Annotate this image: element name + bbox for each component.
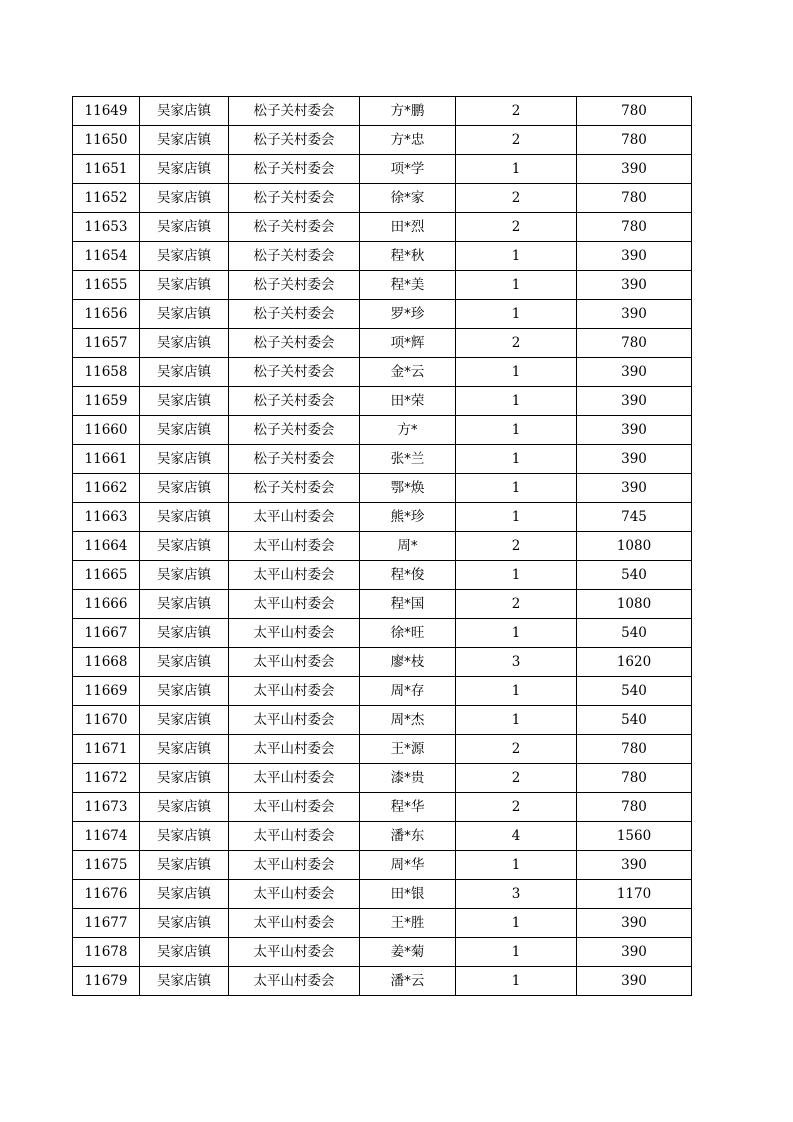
table-row — [73, 822, 692, 851]
amount-cell: 540 — [577, 619, 692, 648]
amount-cell: 780 — [577, 184, 692, 213]
table-row — [73, 764, 692, 793]
person-name-cell: 程*国 — [360, 590, 456, 619]
record-id-cell: 11653 — [73, 213, 140, 242]
person-name-cell: 王*源 — [360, 735, 456, 764]
household-count-cell: 1 — [456, 242, 577, 271]
table-row — [73, 938, 692, 967]
record-id-cell: 11667 — [73, 619, 140, 648]
household-count-cell: 1 — [456, 938, 577, 967]
town-cell: 吴家店镇 — [140, 735, 229, 764]
table-row — [73, 242, 692, 271]
village-committee-cell: 松子关村委会 — [229, 271, 360, 300]
amount-cell: 780 — [577, 213, 692, 242]
village-committee-cell: 松子关村委会 — [229, 242, 360, 271]
table-row — [73, 735, 692, 764]
table-row — [73, 155, 692, 184]
table-row — [73, 300, 692, 329]
household-count-cell: 1 — [456, 387, 577, 416]
household-count-cell: 1 — [456, 416, 577, 445]
record-id-cell: 11673 — [73, 793, 140, 822]
village-committee-cell: 太平山村委会 — [229, 822, 360, 851]
town-cell: 吴家店镇 — [140, 184, 229, 213]
table-row — [73, 126, 692, 155]
record-id-cell: 11657 — [73, 329, 140, 358]
town-cell: 吴家店镇 — [140, 938, 229, 967]
record-id-cell: 11665 — [73, 561, 140, 590]
household-count-cell: 2 — [456, 793, 577, 822]
town-cell: 吴家店镇 — [140, 909, 229, 938]
household-count-cell: 1 — [456, 503, 577, 532]
village-committee-cell: 太平山村委会 — [229, 880, 360, 909]
amount-cell: 390 — [577, 358, 692, 387]
person-name-cell: 田*烈 — [360, 213, 456, 242]
table-row — [73, 358, 692, 387]
record-id-cell: 11678 — [73, 938, 140, 967]
village-committee-cell: 太平山村委会 — [229, 938, 360, 967]
amount-cell: 1620 — [577, 648, 692, 677]
record-id-cell: 11679 — [73, 967, 140, 996]
amount-cell: 390 — [577, 300, 692, 329]
table-row — [73, 213, 692, 242]
person-name-cell: 方*忠 — [360, 126, 456, 155]
village-committee-cell: 太平山村委会 — [229, 677, 360, 706]
village-committee-cell: 松子关村委会 — [229, 474, 360, 503]
table-row — [73, 503, 692, 532]
town-cell: 吴家店镇 — [140, 851, 229, 880]
town-cell: 吴家店镇 — [140, 503, 229, 532]
household-count-cell: 2 — [456, 184, 577, 213]
person-name-cell: 程*俊 — [360, 561, 456, 590]
table-row — [73, 416, 692, 445]
town-cell: 吴家店镇 — [140, 706, 229, 735]
person-name-cell: 熊*珍 — [360, 503, 456, 532]
table-row — [73, 706, 692, 735]
household-count-cell: 1 — [456, 706, 577, 735]
village-committee-cell: 太平山村委会 — [229, 590, 360, 619]
village-committee-cell: 松子关村委会 — [229, 358, 360, 387]
amount-cell: 540 — [577, 706, 692, 735]
town-cell: 吴家店镇 — [140, 271, 229, 300]
table-row — [73, 184, 692, 213]
record-id-cell: 11660 — [73, 416, 140, 445]
amount-cell: 780 — [577, 735, 692, 764]
village-committee-cell: 太平山村委会 — [229, 735, 360, 764]
household-count-cell: 1 — [456, 271, 577, 300]
record-id-cell: 11651 — [73, 155, 140, 184]
table-row — [73, 590, 692, 619]
person-name-cell: 田*银 — [360, 880, 456, 909]
village-committee-cell: 松子关村委会 — [229, 329, 360, 358]
person-name-cell: 方*鹏 — [360, 97, 456, 126]
table-body — [73, 97, 692, 996]
household-count-cell: 2 — [456, 735, 577, 764]
town-cell: 吴家店镇 — [140, 416, 229, 445]
table-row — [73, 445, 692, 474]
amount-cell: 1080 — [577, 532, 692, 561]
table-row — [73, 329, 692, 358]
person-name-cell: 潘*云 — [360, 967, 456, 996]
town-cell: 吴家店镇 — [140, 242, 229, 271]
town-cell: 吴家店镇 — [140, 358, 229, 387]
town-cell: 吴家店镇 — [140, 793, 229, 822]
household-count-cell: 2 — [456, 213, 577, 242]
table-row — [73, 793, 692, 822]
table-row — [73, 387, 692, 416]
town-cell: 吴家店镇 — [140, 329, 229, 358]
record-id-cell: 11659 — [73, 387, 140, 416]
record-id-cell: 11663 — [73, 503, 140, 532]
village-committee-cell: 太平山村委会 — [229, 619, 360, 648]
village-committee-cell: 太平山村委会 — [229, 764, 360, 793]
amount-cell: 780 — [577, 126, 692, 155]
record-id-cell: 11661 — [73, 445, 140, 474]
village-committee-cell: 松子关村委会 — [229, 300, 360, 329]
table-row — [73, 532, 692, 561]
amount-cell: 780 — [577, 329, 692, 358]
household-count-cell: 1 — [456, 909, 577, 938]
record-id-cell: 11676 — [73, 880, 140, 909]
amount-cell: 1170 — [577, 880, 692, 909]
town-cell: 吴家店镇 — [140, 387, 229, 416]
village-committee-cell: 松子关村委会 — [229, 126, 360, 155]
town-cell: 吴家店镇 — [140, 822, 229, 851]
record-id-cell: 11677 — [73, 909, 140, 938]
amount-cell: 390 — [577, 387, 692, 416]
amount-cell: 390 — [577, 155, 692, 184]
household-count-cell: 1 — [456, 561, 577, 590]
record-id-cell: 11672 — [73, 764, 140, 793]
person-name-cell: 项*学 — [360, 155, 456, 184]
record-id-cell: 11652 — [73, 184, 140, 213]
household-count-cell: 1 — [456, 619, 577, 648]
town-cell: 吴家店镇 — [140, 445, 229, 474]
amount-cell: 540 — [577, 677, 692, 706]
table-row — [73, 619, 692, 648]
amount-cell: 780 — [577, 97, 692, 126]
village-committee-cell: 松子关村委会 — [229, 97, 360, 126]
person-name-cell: 周*华 — [360, 851, 456, 880]
table-row — [73, 561, 692, 590]
record-id-cell: 11666 — [73, 590, 140, 619]
village-committee-cell: 太平山村委会 — [229, 851, 360, 880]
person-name-cell: 程*秋 — [360, 242, 456, 271]
person-name-cell: 项*辉 — [360, 329, 456, 358]
record-id-cell: 11675 — [73, 851, 140, 880]
town-cell: 吴家店镇 — [140, 561, 229, 590]
person-name-cell: 程*美 — [360, 271, 456, 300]
household-count-cell: 3 — [456, 648, 577, 677]
person-name-cell: 漆*贵 — [360, 764, 456, 793]
person-name-cell: 徐*家 — [360, 184, 456, 213]
town-cell: 吴家店镇 — [140, 764, 229, 793]
amount-cell: 390 — [577, 242, 692, 271]
household-count-cell: 1 — [456, 474, 577, 503]
person-name-cell: 程*华 — [360, 793, 456, 822]
table-row — [73, 474, 692, 503]
table-row — [73, 909, 692, 938]
village-committee-cell: 太平山村委会 — [229, 909, 360, 938]
table-row — [73, 851, 692, 880]
town-cell: 吴家店镇 — [140, 648, 229, 677]
village-committee-cell: 太平山村委会 — [229, 793, 360, 822]
village-committee-cell: 太平山村委会 — [229, 561, 360, 590]
amount-cell: 1080 — [577, 590, 692, 619]
village-committee-cell: 松子关村委会 — [229, 416, 360, 445]
household-count-cell: 2 — [456, 97, 577, 126]
record-id-cell: 11669 — [73, 677, 140, 706]
table-row — [73, 648, 692, 677]
record-id-cell: 11649 — [73, 97, 140, 126]
town-cell: 吴家店镇 — [140, 97, 229, 126]
town-cell: 吴家店镇 — [140, 213, 229, 242]
amount-cell: 390 — [577, 938, 692, 967]
person-name-cell: 张*兰 — [360, 445, 456, 474]
person-name-cell: 廖*枝 — [360, 648, 456, 677]
amount-cell: 390 — [577, 445, 692, 474]
town-cell: 吴家店镇 — [140, 967, 229, 996]
record-id-cell: 11674 — [73, 822, 140, 851]
village-committee-cell: 太平山村委会 — [229, 706, 360, 735]
record-id-cell: 11671 — [73, 735, 140, 764]
amount-cell: 390 — [577, 271, 692, 300]
record-id-cell: 11650 — [73, 126, 140, 155]
person-name-cell: 田*荣 — [360, 387, 456, 416]
household-count-cell: 1 — [456, 300, 577, 329]
household-count-cell: 2 — [456, 329, 577, 358]
village-committee-cell: 松子关村委会 — [229, 213, 360, 242]
household-count-cell: 1 — [456, 967, 577, 996]
amount-cell: 390 — [577, 416, 692, 445]
village-committee-cell: 太平山村委会 — [229, 532, 360, 561]
town-cell: 吴家店镇 — [140, 880, 229, 909]
town-cell: 吴家店镇 — [140, 532, 229, 561]
amount-cell: 390 — [577, 474, 692, 503]
village-committee-cell: 太平山村委会 — [229, 648, 360, 677]
table-row — [73, 880, 692, 909]
record-id-cell: 11670 — [73, 706, 140, 735]
town-cell: 吴家店镇 — [140, 590, 229, 619]
village-committee-cell: 松子关村委会 — [229, 445, 360, 474]
amount-cell: 780 — [577, 793, 692, 822]
person-name-cell: 方* — [360, 416, 456, 445]
table-row — [73, 271, 692, 300]
record-id-cell: 11664 — [73, 532, 140, 561]
household-count-cell: 1 — [456, 677, 577, 706]
person-name-cell: 王*胜 — [360, 909, 456, 938]
person-name-cell: 鄂*焕 — [360, 474, 456, 503]
person-name-cell: 徐*旺 — [360, 619, 456, 648]
amount-cell: 390 — [577, 851, 692, 880]
household-count-cell: 4 — [456, 822, 577, 851]
record-id-cell: 11668 — [73, 648, 140, 677]
person-name-cell: 罗*珍 — [360, 300, 456, 329]
household-count-cell: 1 — [456, 358, 577, 387]
table-row — [73, 677, 692, 706]
person-name-cell: 周* — [360, 532, 456, 561]
table-row — [73, 97, 692, 126]
record-id-cell: 11655 — [73, 271, 140, 300]
amount-cell: 745 — [577, 503, 692, 532]
amount-cell: 390 — [577, 967, 692, 996]
village-committee-cell: 太平山村委会 — [229, 967, 360, 996]
data-table — [72, 96, 692, 996]
amount-cell: 1560 — [577, 822, 692, 851]
table-row — [73, 967, 692, 996]
household-count-cell: 1 — [456, 445, 577, 474]
person-name-cell: 周*存 — [360, 677, 456, 706]
town-cell: 吴家店镇 — [140, 474, 229, 503]
person-name-cell: 潘*东 — [360, 822, 456, 851]
amount-cell: 540 — [577, 561, 692, 590]
record-id-cell: 11658 — [73, 358, 140, 387]
household-count-cell: 1 — [456, 155, 577, 184]
household-count-cell: 2 — [456, 764, 577, 793]
village-committee-cell: 松子关村委会 — [229, 155, 360, 184]
village-committee-cell: 太平山村委会 — [229, 503, 360, 532]
record-id-cell: 11662 — [73, 474, 140, 503]
household-count-cell: 2 — [456, 126, 577, 155]
household-count-cell: 2 — [456, 590, 577, 619]
village-committee-cell: 松子关村委会 — [229, 184, 360, 213]
person-name-cell: 周*杰 — [360, 706, 456, 735]
amount-cell: 780 — [577, 764, 692, 793]
amount-cell: 390 — [577, 909, 692, 938]
town-cell: 吴家店镇 — [140, 300, 229, 329]
household-count-cell: 1 — [456, 851, 577, 880]
record-id-cell: 11654 — [73, 242, 140, 271]
town-cell: 吴家店镇 — [140, 155, 229, 184]
village-committee-cell: 松子关村委会 — [229, 387, 360, 416]
household-count-cell: 3 — [456, 880, 577, 909]
town-cell: 吴家店镇 — [140, 677, 229, 706]
household-count-cell: 2 — [456, 532, 577, 561]
town-cell: 吴家店镇 — [140, 619, 229, 648]
person-name-cell: 金*云 — [360, 358, 456, 387]
person-name-cell: 姜*菊 — [360, 938, 456, 967]
town-cell: 吴家店镇 — [140, 126, 229, 155]
record-id-cell: 11656 — [73, 300, 140, 329]
